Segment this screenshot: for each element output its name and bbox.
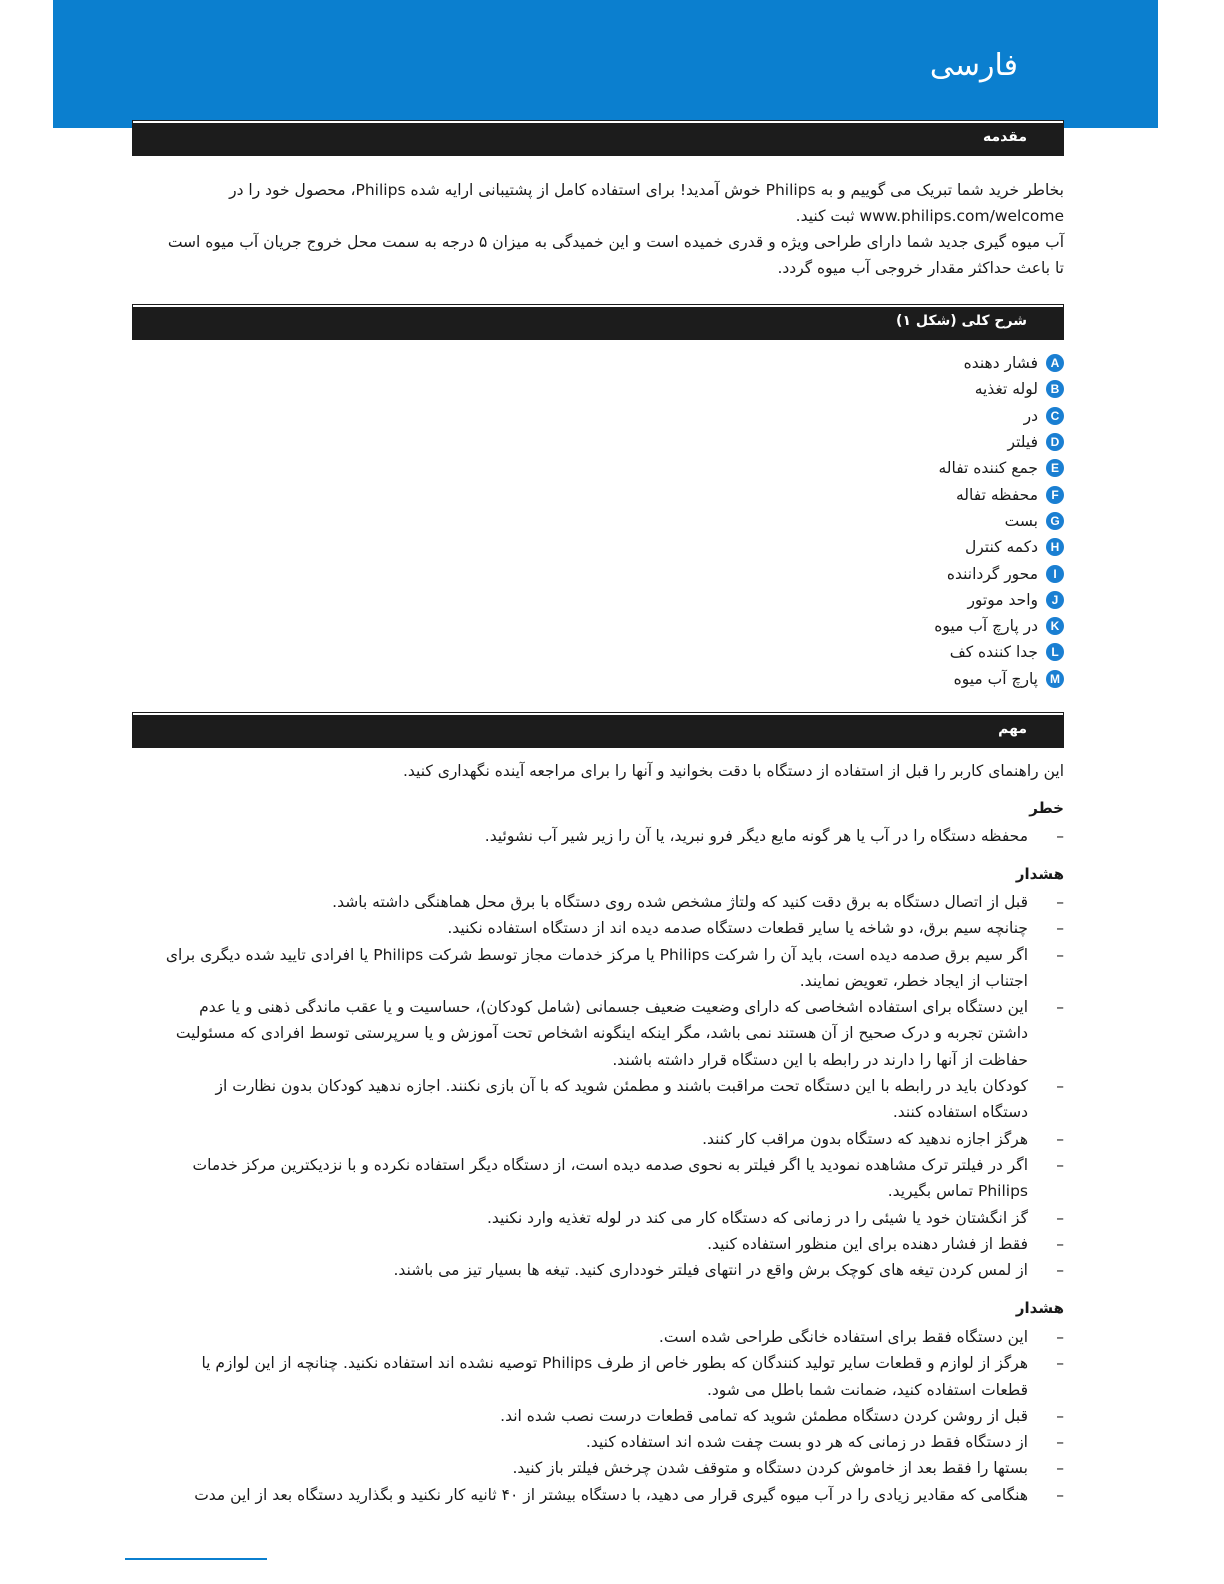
bullet-item (124, 942, 1064, 995)
bullet-item (124, 1126, 1064, 1152)
part-letter-badge: E (1046, 459, 1064, 477)
bullet-item (124, 1152, 1064, 1205)
bullet-item (124, 1231, 1064, 1257)
overview-item (764, 350, 1064, 376)
part-label: در پارچ آب میوه (934, 617, 1038, 636)
bullet-item (124, 1205, 1064, 1231)
bullet-dash: – (1056, 1077, 1064, 1096)
bullet-dash: – (1056, 919, 1064, 938)
bullet-dash: – (1056, 998, 1064, 1017)
bullet-item (124, 1429, 1064, 1455)
section-bar-intro (133, 121, 1063, 155)
part-label: واحد موتور (967, 590, 1038, 609)
language-title: فارسی (929, 48, 1018, 83)
overview-item (764, 613, 1064, 639)
bullet-item (124, 1455, 1064, 1481)
bullet-dash: – (1056, 1406, 1064, 1425)
bullet-item (124, 889, 1064, 915)
bullet-text-line: قطعات استفاده کنید، ضمانت شما باطل می شود. (706, 1380, 1028, 1399)
bullet-text-line: هرگز اجازه ندهید که دستگاه بدون مراقب کار کنند. (702, 1129, 1028, 1148)
bullet-dash: – (1056, 1459, 1064, 1478)
bullet-text-line: حفاظت از آنها را دارند در رابطه با این دستگاه قرار داشته باشند. (612, 1050, 1028, 1069)
section-bar-overview (133, 305, 1063, 339)
part-label: لوله تغذیه (974, 380, 1038, 399)
warning-heading: هشدار (1015, 865, 1064, 883)
bullet-text-line: گز انگشتان خود یا شیئی را در زمانی که دستگاه کار می کند در لوله تغذیه وارد نکنید. (486, 1208, 1028, 1227)
part-letter-badge: A (1046, 354, 1064, 372)
overview-item (764, 455, 1064, 481)
part-letter-badge: K (1046, 617, 1064, 635)
caution-list (124, 1324, 1064, 1508)
bullet-dash: – (1056, 827, 1064, 845)
part-label: در (1023, 406, 1038, 425)
section-heading-overview: شرح کلی (شکل ۱) (896, 313, 1027, 329)
part-label: جدا کننده کف (949, 643, 1038, 662)
bullet-dash: – (1056, 1485, 1064, 1504)
overview-item (764, 560, 1064, 586)
bullet-text-line: Philips تماس بگیرید. (887, 1182, 1028, 1201)
bullet-dash: – (1056, 1129, 1064, 1148)
bullet-dash: – (1056, 893, 1064, 911)
overview-item (764, 481, 1064, 507)
bullet-item (124, 823, 1064, 849)
bullet-item (124, 1350, 1064, 1403)
intro-line: بخاطر خرید شما تبریک می گوییم و به Philips خوش آمدید! برای استفاده کامل از پشتیبانی ارایه شده Philips، محصول خود را در (229, 181, 1064, 199)
bullet-dash: – (1056, 1354, 1064, 1373)
overview-item (764, 534, 1064, 560)
part-label: محور گرداننده (946, 564, 1038, 583)
bullet-text-line: از دستگاه فقط در زمانی که هر دو بست چفت شده اند استفاده کنید. (585, 1433, 1028, 1452)
bullet-text-line: این دستگاه فقط برای استفاده خانگی طراحی شده است. (658, 1328, 1028, 1346)
footer-rule (125, 1558, 267, 1560)
part-letter-badge: H (1046, 538, 1064, 556)
bullet-dash: – (1056, 1234, 1064, 1253)
bullet-text-line: چنانچه سیم برق، دو شاخه یا سایر قطعات دستگاه صدمه دیده اند از دستگاه استفاده نکنید. (447, 919, 1028, 938)
bullet-item (124, 915, 1064, 941)
intro-line: تا باعث حداکثر مقدار خروجی آب میوه گردد. (777, 259, 1064, 277)
part-letter-badge: F (1046, 486, 1064, 504)
overview-item (764, 403, 1064, 429)
part-label: محفظه تفاله (955, 485, 1038, 504)
bullet-item (124, 994, 1064, 1073)
bullet-item (124, 1403, 1064, 1429)
overview-item (764, 429, 1064, 455)
intro-line: www.philips.com/welcome ثبت کنید. (795, 207, 1064, 225)
caution-heading: هشدار (1015, 1299, 1064, 1317)
part-label: فیلتر (1007, 433, 1038, 452)
part-label: دکمه کنترل (964, 538, 1038, 557)
bullet-dash: – (1056, 1261, 1064, 1280)
part-letter-badge: B (1046, 380, 1064, 398)
intro-paragraph (134, 177, 1064, 281)
overview-item (764, 508, 1064, 534)
bullet-dash: – (1056, 1328, 1064, 1346)
bullet-text-line: قبل از روشن کردن دستگاه مطمئن شوید که تمامی قطعات درست نصب شده اند. (500, 1406, 1028, 1425)
bullet-text-line: فقط از فشار دهنده برای این منظور استفاده کنید. (707, 1234, 1028, 1253)
bullet-dash: – (1056, 945, 1064, 964)
bullet-text-line: بستها را فقط بعد از خاموش کردن دستگاه و متوقف شدن چرخش فیلتر باز کنید. (512, 1459, 1028, 1478)
part-label: بست (1004, 511, 1038, 530)
part-letter-badge: J (1046, 591, 1064, 609)
overview-item (764, 639, 1064, 665)
bullet-item (124, 1324, 1064, 1350)
language-banner (53, 0, 1158, 128)
part-letter-badge: M (1046, 670, 1064, 688)
bullet-text-line: هرگز از لوازم و قطعات سایر تولید کنندگان که بطور خاص از طرف Philips توصیه نشده اند استفاده نکنید. چنانچه از این لوازم یا (201, 1354, 1028, 1373)
bullet-dash: – (1056, 1433, 1064, 1452)
bullet-text-line: اگر در فیلتر ترک مشاهده نمودید یا اگر فیلتر به نحوی صدمه دیده است، از دستگاه دیگر استفاده نکرده و با نزدیکترین مرکز خدمات (192, 1155, 1028, 1174)
section-heading-intro: مقدمه (983, 129, 1027, 145)
bullet-text-line: کودکان باید در رابطه با این دستگاه تحت مراقبت باشند و مطمئن شوید که با آن بازی نکنند. اجازه ندهید کودکان بدون نظارت از (215, 1077, 1028, 1096)
overview-item (764, 376, 1064, 402)
part-label: فشار دهنده (963, 354, 1038, 373)
part-letter-badge: C (1046, 407, 1064, 425)
part-letter-badge: G (1046, 512, 1064, 530)
bullet-item (124, 1257, 1064, 1283)
bullet-item (124, 1073, 1064, 1126)
bullet-text-line: دستگاه استفاده کنند. (892, 1103, 1028, 1122)
intro-line: آب میوه گیری جدید شما دارای طراحی ویژه و قدری خمیده است و این خمیدگی به میزان ۵ درجه به سمت محل خروج جریان آب میوه است (167, 233, 1064, 251)
bullet-text-line: محفظه دستگاه را در آب یا هر گونه مایع دیگر فرو نبرید، یا آن را زیر شیر آب نشوئید. (484, 827, 1028, 845)
section-bar-important (133, 713, 1063, 747)
bullet-text-line: داشتن تجربه و درک صحیح از آن هستند نمی باشد، مگر اینکه اینگونه اشخاص تحت آموزش و یا سرپرستی توسط افرادی که مسئولیت (175, 1024, 1028, 1043)
overview-item (764, 666, 1064, 692)
bullet-text-line: اجتناب از ایجاد خطر، تعویض نمایند. (799, 971, 1028, 990)
bullet-text-line: این دستگاه برای استفاده اشخاصی که دارای وضعیت ضعیف جسمانی (شامل کودکان)، حساسیت و یا عقب ماندگی ذهنی و یا عدم (199, 998, 1028, 1017)
overview-list (764, 350, 1064, 692)
part-label: پارچ آب میوه (953, 669, 1038, 688)
bullet-dash: – (1056, 1155, 1064, 1174)
overview-item (764, 587, 1064, 613)
part-label: جمع کننده تفاله (938, 459, 1038, 478)
warning-list (124, 889, 1064, 1283)
part-letter-badge: D (1046, 433, 1064, 451)
bullet-dash: – (1056, 1208, 1064, 1227)
bullet-text-line: هنگامی که مقادیر زیادی را در آب میوه گیری قرار می دهید، با دستگاه بیشتر از ۴۰ ثانیه کار نکنید و بگذارید دستگاه بعد از این مدت (194, 1485, 1028, 1504)
important-intro-text: این راهنمای کاربر را قبل از استفاده از دستگاه با دقت بخوانید و آنها را برای مراجعه آینده نگهداری کنید. (402, 762, 1064, 780)
bullet-text-line: اگر سیم برق صدمه دیده است، باید آن را شرکت Philips یا مرکز خدمات مجاز توسط شرکت Philips یا افرادی تایید شده دیگری برای (165, 945, 1028, 964)
part-letter-badge: I (1046, 565, 1064, 583)
danger-list (124, 823, 1064, 849)
danger-heading: خطر (1029, 799, 1064, 817)
bullet-text-line: قبل از اتصال دستگاه به برق دقت کنید که ولتاژ مشخص شده روی دستگاه با برق محل هماهنگی داشته باشد. (332, 893, 1028, 911)
bullet-text-line: از لمس کردن تیغه های کوچک برش واقع در انتهای فیلتر خودداری کنید. تیغه ها بسیار تیز می باشند. (393, 1261, 1028, 1280)
bullet-item (124, 1482, 1064, 1508)
section-heading-important: مهم (998, 721, 1027, 737)
part-letter-badge: L (1046, 643, 1064, 661)
important-intro (134, 758, 1064, 784)
